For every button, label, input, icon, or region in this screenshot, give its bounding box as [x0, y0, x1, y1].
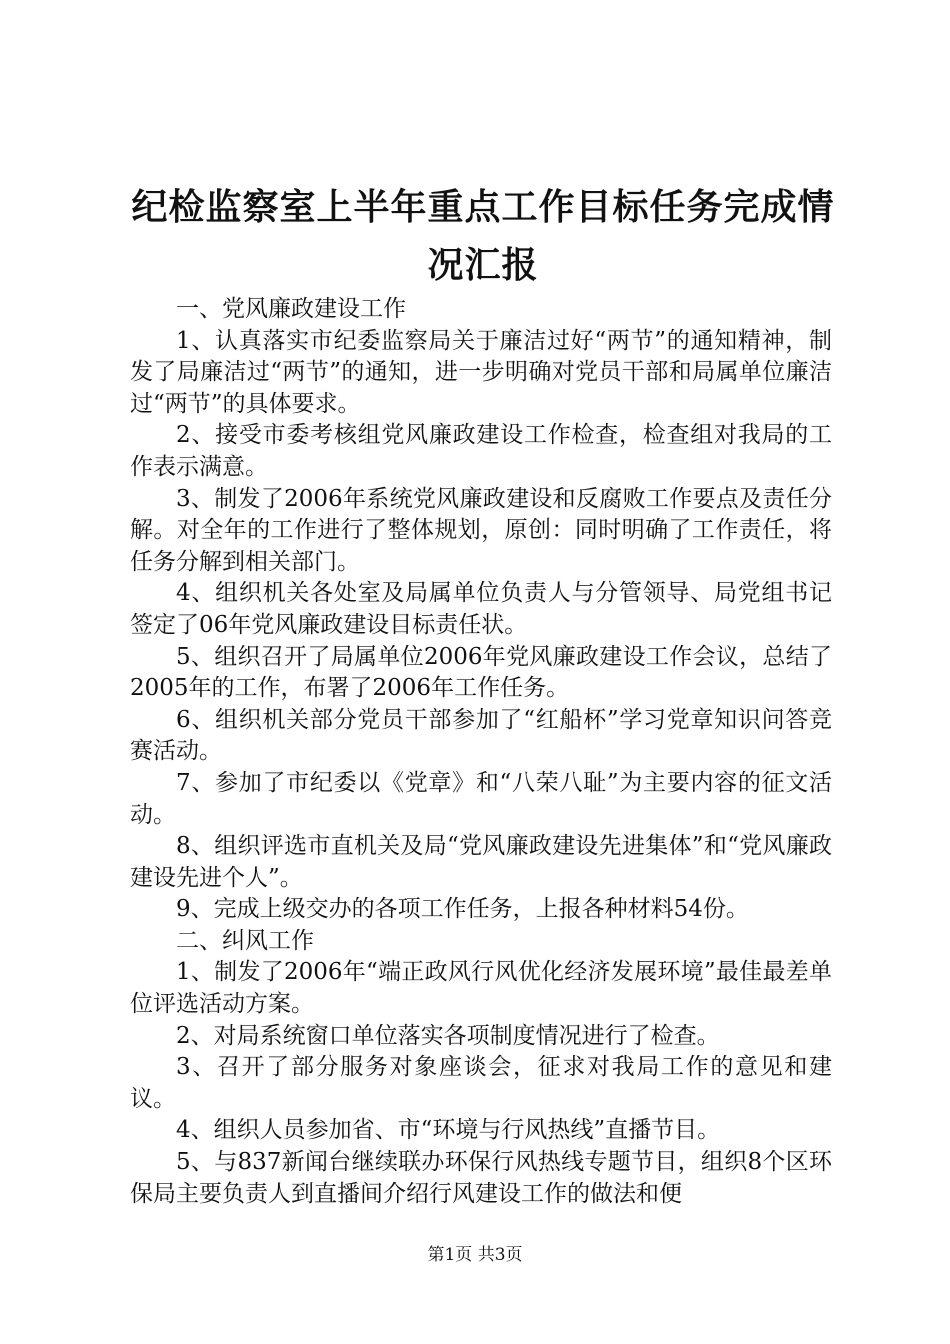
document-title: 纪检监察室上半年重点工作目标任务完成情况汇报	[131, 186, 835, 286]
document-body	[130, 294, 832, 1210]
paragraph: 3、召开了部分服务对象座谈会，征求对我局工作的意见和建议。	[130, 1054, 832, 1112]
paragraph: 7、参加了市纪委以《党章》和“八荣八耻”为主要内容的征文活动。	[130, 769, 832, 828]
paragraph: 4、组织人员参加省、市“环境与行风热线”直播节目。	[176, 1117, 721, 1144]
paragraph: 1、认真落实市纪委监察局关于廉洁过好“两节”的通知精神，制发了局廉洁过“两节”的通知，进一步明确对党员干部和局属单位廉洁过“两节”的具体要求。	[130, 327, 832, 417]
paragraph: 6、组织机关部分党员干部参加了“红船杯”学习党章知识问答竞赛活动。	[130, 706, 832, 765]
paragraph: 8、组织评选市直机关及局“党风廉政建设先进集体”和“党风廉政建设先进个人”。	[130, 833, 832, 891]
section-heading: 二、纠风工作	[176, 927, 314, 954]
paragraph: 5、与837新闻台继续联办环保行风热线专题节目，组织8个区环保局主要负责人到直播间介绍行风建设工作的做法和便	[130, 1149, 832, 1207]
paragraph: 4、组织机关各处室及局属单位负责人与分管领导、局党组书记签定了06年党风廉政建设目标责任状。	[130, 580, 832, 638]
section-heading: 一、党风廉政建设工作	[176, 296, 406, 322]
paragraph: 2、接受市委考核组党风廉政建设工作检查，检查组对我局的工作表示满意。	[130, 422, 832, 480]
paragraph: 9、完成上级交办的各项工作任务，上报各种材料54份。	[176, 896, 749, 923]
page-footer: 第1页 共3页	[427, 1245, 523, 1265]
paragraph: 5、组织召开了局属单位2006年党风廉政建设工作会议，总结了2005年的工作，布署了2006年工作任务。	[130, 643, 832, 702]
paragraph: 3、制发了2006年系统党风廉政建设和反腐败工作要点及责任分解。对全年的工作进行了整体规划，原创：同时明确了工作责任，将任务分解到相关部门。	[130, 485, 832, 575]
paragraph: 1、制发了2006年“端正政风行风优化经济发展环境”最佳最差单位评选活动方案。	[130, 959, 832, 1018]
paragraph: 2、对局系统窗口单位落实各项制度情况进行了检查。	[176, 1022, 720, 1049]
